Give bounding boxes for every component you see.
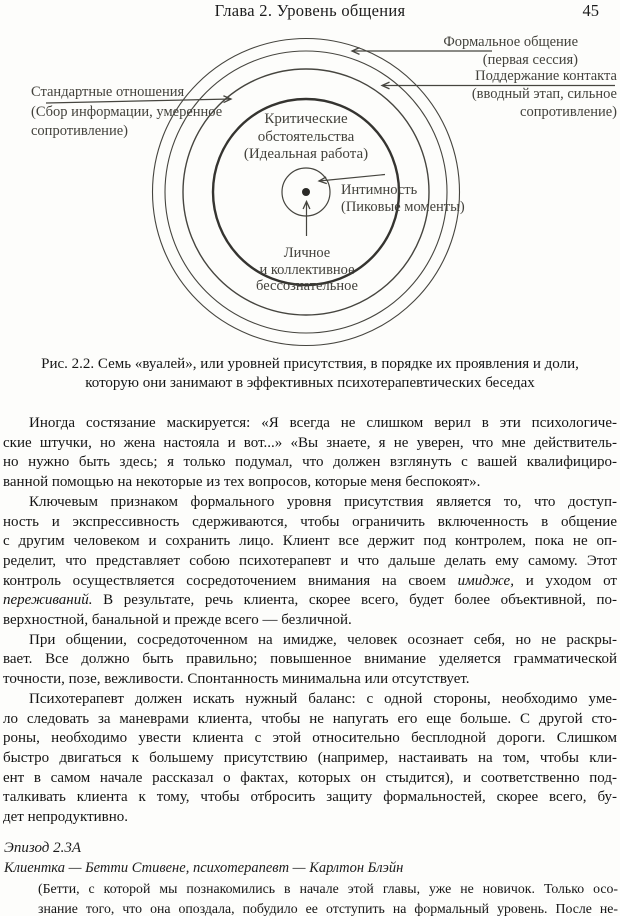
label-line: Формальное общение [443,34,578,50]
label-line: (Сбор информации, умеренное [31,103,223,120]
body-line: ность и экспрессивность сдерживаются, чтобы ограничить включенность в общение [3,513,617,530]
episode-line: знание того, что она опоздала, побудило ее отступить на формальный уровень. После не- [38,900,618,916]
body-line: Иногда состязание маскируется: «Я всегда не слишком верил в эти психологиче- [29,415,617,431]
center-dot-unconscious [302,188,310,196]
body-line [3,591,617,611]
body-line: Ключевым признаком формального уровня присутствия является то, что доступ- [29,493,617,510]
label-line: сопротивление) [31,123,128,139]
episode-description [38,879,618,916]
body-text [3,414,617,828]
label-formal-communication [443,33,578,69]
arrow-intimacy [319,175,385,182]
body-line: верхностной, банальной и прежде всего — безличной. [3,612,352,629]
body-paragraph-3 [3,631,617,690]
label-line: Критические [264,111,348,127]
body-line: роны, необходимо увести клиента с этой относительно бесплодной дороги. Слишком [3,730,617,747]
figure-caption-line: которую они занимают в эффективных психотерапевтических беседах [85,374,535,391]
body-line: но нужно быть здесь; я только подумал, что должен взглянуть с вашей квалифициро- [3,454,617,471]
body-line: точности, позе, вежливости. Спонтанность минимальна или отсутствует. [3,671,470,688]
label-line: Поддержание контакта [475,68,617,84]
label-line: (вводный этап, сильное [471,86,617,102]
body-line [3,572,617,592]
figure-caption [0,355,620,392]
body-line: ло следовать за маневрами клиента, чтобы не напугать его еще больше. С другой сто- [3,710,617,727]
label-line: обстоятельства [257,128,355,145]
body-line: ванной помощью на некоторые из тех вопросов, которые меня беспокоят». [3,474,481,491]
body-line: При общении, сосредоточенном на имидже, человек осознает себя, но не раскры- [29,631,617,648]
label-line: Стандартные отношения [31,84,185,100]
body-text-segment: В результате, речь клиента, скорее всего, будет более объективной, по- [92,592,617,609]
circle-intimacy [282,168,330,216]
page-number: 45 [582,1,599,20]
episode-line: (Бетти, с которой мы познакомились в начале этой главы, уже не новичок. Только осо- [38,881,618,896]
chapter-running-header: Глава 2. Уровень общения [214,1,406,20]
label-line: (первая сессия) [482,52,578,68]
episode-byline: Клиентка — Бетти Стивене, психотерапевт — Карлтон Блэйн [4,860,404,876]
label-critical-circumstances [216,111,396,164]
episode-heading: Эпизод 2.3А [4,840,82,856]
italic-term-perezhivaniy: переживаний. [3,592,93,609]
label-intimacy [341,182,465,216]
body-line: быстро двигаться к большему присутствию (например, настаивать на том, чтобы кли- [3,749,617,766]
label-standard-relations [31,83,222,142]
body-line: дет непродуктивно. [3,809,129,826]
label-line: сопротивление) [520,104,617,120]
body-line: с другим человеком и сохранить лицо. Клиент все держит под контролем, пока не оп- [3,533,617,550]
figure-caption-line: Рис. 2.2. Семь «вуалей», или уровней присутствия, в порядке их проявления и доли, [41,356,579,372]
body-line: ент в самом начале рассказал о фактах, которых он стыдится), и соответственно под- [3,769,617,786]
body-text-segment: контроль осуществляется сосредоточением внимания на своем [3,572,458,589]
body-line: ские штучки, но жена настояла и вот...» «Вы знаете, я не уверен, что мне действитель- [3,434,617,451]
body-line: ределит, что представляет собою психотерапевт и что дальше делать ему самому. Этот [3,552,617,569]
body-line: Психотерапевт должен искать нужный баланс: с одной стороны, необходимо уме- [29,690,617,707]
label-line: бессознательное [256,278,358,294]
label-line: и коллективное [259,261,355,278]
label-line: (Идеальная работа) [243,146,369,162]
body-paragraph-4 [3,690,617,828]
label-line: Интимность [341,182,418,198]
label-line: Личное [283,245,331,261]
body-line: талкивать клиента к тому, чтобы отбросить защиту формальностей, скорее всего, бу- [3,789,617,806]
body-paragraph-2 [3,493,617,631]
label-line: (Пиковые моменты) [341,199,465,215]
italic-term-image: имидже, [457,572,514,589]
body-line: вает. Все должно быть правильно; повышенное внимание уделяется грамматической [3,651,617,668]
label-personal-collective-unconscious [217,245,397,295]
body-paragraph-1 [3,414,617,493]
body-text-segment: и уходом от [513,572,617,589]
label-contact-maintenance [472,67,617,121]
